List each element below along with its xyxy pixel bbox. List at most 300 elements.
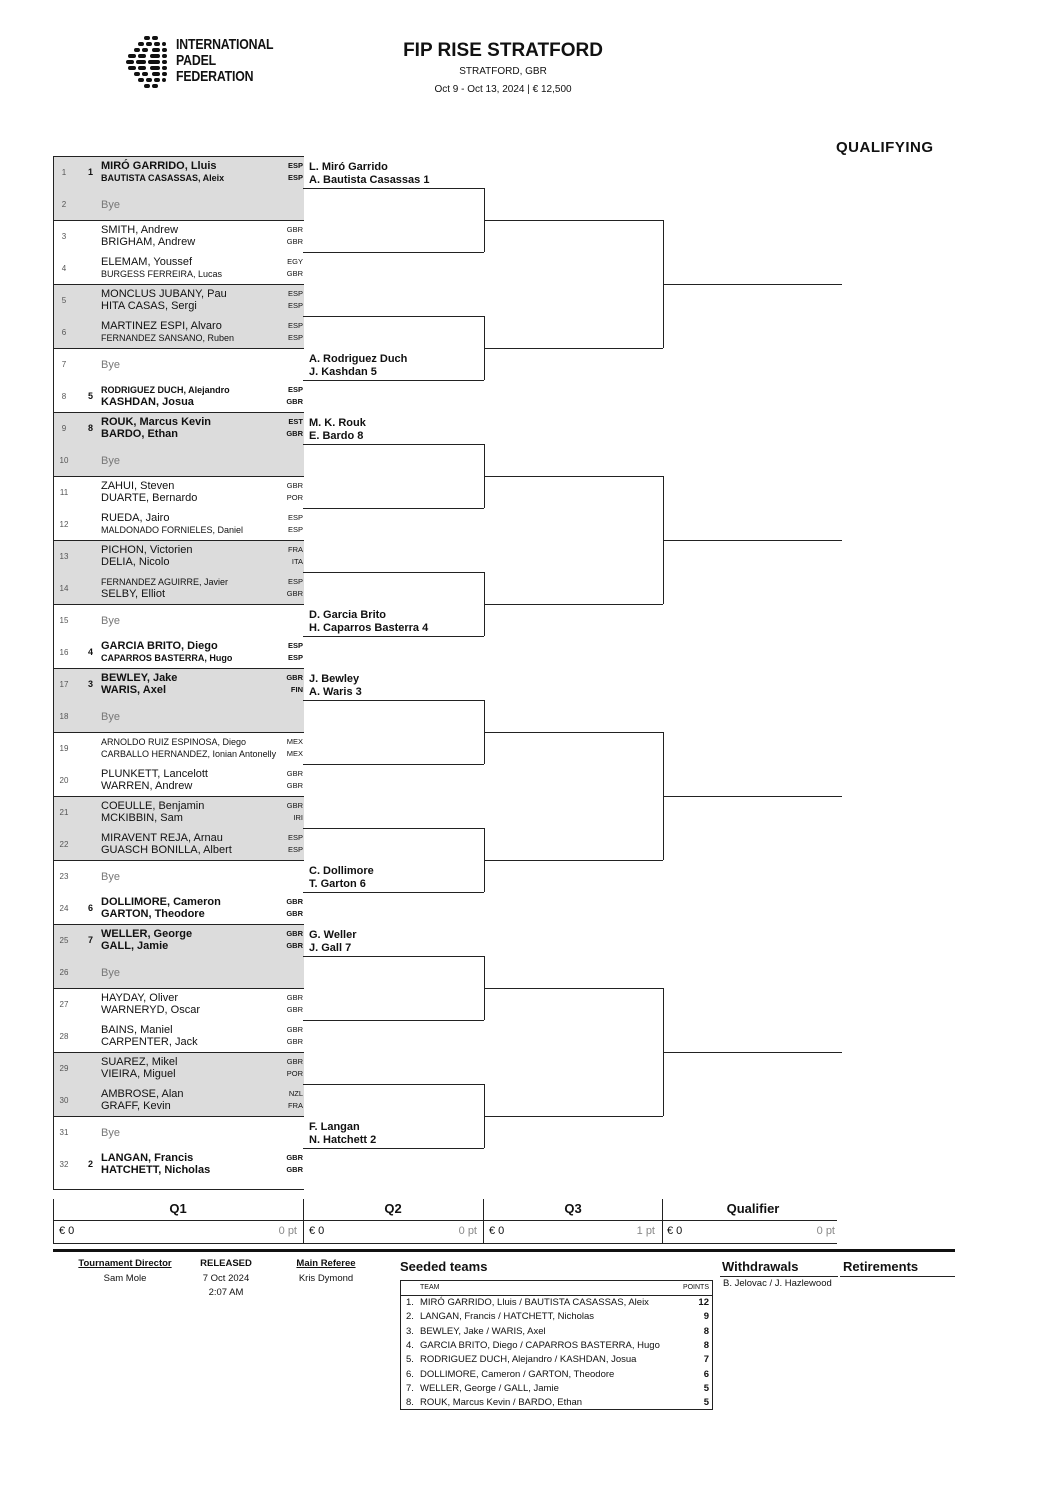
seed-number: 5 xyxy=(88,391,94,401)
referee-label: Main Referee xyxy=(296,1258,356,1269)
seed-rank: 3. xyxy=(406,1325,414,1337)
draw-position: 13 xyxy=(59,552,69,561)
winner-line: M. K. Rouk xyxy=(309,417,366,429)
player-nationality: FRA xyxy=(288,545,303,554)
round-name: Q2 xyxy=(384,1201,402,1216)
draw-entry xyxy=(54,797,304,829)
draw-entry xyxy=(54,253,304,285)
player-name: KASHDAN, Josua xyxy=(101,396,194,408)
q1-winner xyxy=(309,929,356,955)
draw-pair-block xyxy=(54,285,304,349)
draw-pair-block xyxy=(54,157,304,221)
draw-position: 3 xyxy=(61,232,67,241)
bracket-line xyxy=(303,316,484,317)
draw-position: 27 xyxy=(59,1000,69,1009)
round-name: Q3 xyxy=(564,1201,582,1216)
player-nationality: ESP xyxy=(287,641,303,650)
rounds-bar xyxy=(53,1199,837,1243)
round-points: 0 pt xyxy=(816,1225,835,1237)
draw-pair-block xyxy=(54,1117,304,1181)
player-name: DELIA, Nicolo xyxy=(101,556,170,568)
q1-winner xyxy=(309,673,362,699)
seed-rank: 5. xyxy=(406,1354,414,1366)
draw-pair-block xyxy=(54,797,304,861)
player-name: BURGESS FERREIRA, Lucas xyxy=(101,269,223,279)
player-nationality: GBR xyxy=(286,673,303,682)
player-nationality: EGY xyxy=(287,257,303,266)
player-nationality: MEX xyxy=(286,749,303,758)
seed-number: 3 xyxy=(88,679,94,689)
draw-entry xyxy=(54,541,304,573)
player-nationality: ESP xyxy=(287,333,303,342)
bracket-line xyxy=(303,892,484,893)
draw-position: 16 xyxy=(59,648,69,657)
player-name: CARBALLO HERNANDEZ, Ionian Antonelly xyxy=(101,749,277,759)
player-name: MIRÓ GARRIDO, Lluis xyxy=(101,160,217,172)
player-nationality: ESP xyxy=(287,289,303,298)
player-nationality: ESP xyxy=(287,653,303,662)
draw-entry xyxy=(54,925,304,957)
player-name: FERNANDEZ AGUIRRE, Javier xyxy=(101,577,229,587)
player-nationality: ESP xyxy=(287,513,303,522)
player-name: CAPARROS BASTERRA, Hugo xyxy=(101,653,233,663)
winner-line: L. Miró Garrido xyxy=(309,161,388,173)
draw-pair-block xyxy=(54,413,304,477)
bracket-line xyxy=(484,348,663,349)
q1-winner xyxy=(309,353,407,379)
player-nationality: NZL xyxy=(288,1089,303,1098)
bye-label: Bye xyxy=(101,711,120,723)
round-points: 0 pt xyxy=(458,1225,477,1237)
player-nationality: POR xyxy=(286,1069,303,1078)
player-nationality: ITA xyxy=(291,557,303,566)
player-name: HAYDAY, Oliver xyxy=(101,992,179,1004)
draw-pair-block xyxy=(54,861,304,925)
bye-label: Bye xyxy=(101,359,120,371)
player-name: GRAFF, Kevin xyxy=(101,1100,171,1112)
draw-position: 18 xyxy=(59,712,69,721)
winner-line: G. Weller xyxy=(309,929,357,941)
player-name: SUAREZ, Mikel xyxy=(101,1056,178,1068)
draw-entry xyxy=(54,157,304,189)
draw-position: 15 xyxy=(59,616,69,625)
bracket-line xyxy=(484,988,663,989)
divider xyxy=(53,1220,837,1221)
winner-line: J. Bewley xyxy=(309,673,360,685)
player-name: SMITH, Andrew xyxy=(101,224,179,236)
padel-ball-icon xyxy=(124,34,174,94)
winner-line: A. Bautista Casassas 1 xyxy=(309,174,430,186)
seeded-title: Seeded teams xyxy=(400,1259,488,1274)
withdrawals-title: Withdrawals xyxy=(722,1259,799,1274)
director-label: Tournament Director xyxy=(78,1258,172,1269)
player-name: SELBY, Elliot xyxy=(101,588,166,600)
seed-number: 6 xyxy=(88,903,94,913)
draw-position: 22 xyxy=(59,840,69,849)
logo-line: FEDERATION xyxy=(176,68,254,85)
divider xyxy=(53,1249,955,1252)
player-name: MARTINEZ ESPI, Alvaro xyxy=(101,320,222,332)
logo-text xyxy=(176,37,273,85)
draw-position: 25 xyxy=(59,936,69,945)
round-prize: € 0 xyxy=(667,1225,683,1237)
q1-winner xyxy=(309,865,374,891)
draw-pair-block xyxy=(54,541,304,605)
draw-position: 32 xyxy=(59,1160,69,1169)
player-nationality: GBR xyxy=(286,769,303,778)
draw-entry xyxy=(54,701,304,733)
seed-points: 7 xyxy=(703,1354,709,1366)
winner-line: T. Garton 6 xyxy=(309,878,366,890)
player-nationality: ESP xyxy=(287,301,303,310)
seed-team: ROUK, Marcus Kevin / BARDO, Ethan xyxy=(420,1397,583,1409)
player-name: DUARTE, Bernardo xyxy=(101,492,198,504)
draw-position: 12 xyxy=(59,520,69,529)
player-name: BAINS, Maniel xyxy=(101,1024,173,1036)
player-name: ELEMAM, Youssef xyxy=(101,256,193,268)
retirements-title: Retirements xyxy=(843,1259,919,1274)
bracket-line xyxy=(303,700,484,701)
withdrawals-list: B. Jelovac / J. Hazlewood xyxy=(723,1278,832,1289)
draw-entry xyxy=(54,669,304,701)
bracket-line xyxy=(303,508,484,509)
draw-pair-block xyxy=(54,1053,304,1117)
player-nationality: MEX xyxy=(286,737,303,746)
draw-position: 21 xyxy=(59,808,69,817)
draw-entry xyxy=(54,445,304,477)
player-nationality: GBR xyxy=(286,1057,303,1066)
player-name: MALDONADO FORNIELES, Daniel xyxy=(101,525,244,535)
draw-pair-block xyxy=(54,669,304,733)
player-nationality: IRI xyxy=(293,813,303,822)
seed-team: DOLLIMORE, Cameron / GARTON, Theodore xyxy=(420,1368,615,1380)
player-nationality: ESP xyxy=(287,525,303,534)
bracket-line xyxy=(303,828,484,829)
player-name: DOLLIMORE, Cameron xyxy=(101,896,221,908)
divider xyxy=(53,1243,837,1244)
divider xyxy=(840,1276,955,1277)
winner-line: E. Bardo 8 xyxy=(309,430,364,442)
player-nationality: GBR xyxy=(286,897,303,906)
winner-line: F. Langan xyxy=(309,1121,360,1133)
player-name: WARREN, Andrew xyxy=(101,780,193,792)
round-prize: € 0 xyxy=(489,1225,505,1237)
player-nationality: GBR xyxy=(286,429,303,438)
bracket-line xyxy=(303,188,484,189)
player-nationality: EST xyxy=(288,417,303,426)
draw-pair-block xyxy=(54,989,304,1053)
seed-points: 12 xyxy=(698,1297,709,1308)
player-name: HATCHETT, Nicholas xyxy=(101,1164,211,1176)
bracket-line xyxy=(303,380,484,381)
player-nationality: ESP xyxy=(287,833,303,842)
player-name: GARTON, Theodore xyxy=(101,908,205,920)
player-name: ROUK, Marcus Kevin xyxy=(101,416,212,428)
released-date: 7 Oct 2024 xyxy=(202,1273,250,1284)
bracket-line xyxy=(484,732,663,733)
seeded-row xyxy=(401,1369,712,1383)
player-nationality: GBR xyxy=(286,237,303,246)
seeded-col-points: POINTS xyxy=(682,1284,709,1291)
seeded-row xyxy=(401,1383,712,1397)
seed-points: 6 xyxy=(703,1368,709,1380)
player-name: MONCLUS JUBANY, Pau xyxy=(101,288,227,300)
player-nationality: GBR xyxy=(286,269,303,278)
seed-points: 8 xyxy=(703,1325,709,1337)
round-divider xyxy=(303,1199,304,1243)
draw-position: 5 xyxy=(61,296,67,305)
draw-pair-block xyxy=(54,925,304,989)
seed-number: 2 xyxy=(88,1159,94,1169)
tournament-title: FIP RISE STRATFORD xyxy=(403,40,603,61)
draw-pair-block xyxy=(54,605,304,669)
draw-position: 28 xyxy=(59,1032,69,1041)
released-time: 2:07 AM xyxy=(208,1287,244,1298)
seeded-row xyxy=(401,1354,712,1368)
draw-entry xyxy=(54,989,304,1021)
draw-entry xyxy=(54,637,304,669)
bracket-line xyxy=(663,1052,842,1053)
bracket-line xyxy=(484,860,663,861)
bracket-line xyxy=(484,604,663,605)
released-label: RELEASED xyxy=(200,1258,252,1269)
round-divider xyxy=(483,1199,484,1243)
logo-line: INTERNATIONAL xyxy=(176,36,274,53)
draw-entry xyxy=(54,381,304,413)
tournament-dates: Oct 9 - Oct 13, 2024 | € 12,500 xyxy=(434,84,572,95)
player-nationality: GBR xyxy=(286,941,303,950)
draw-position: 6 xyxy=(61,328,67,337)
player-name: AMBROSE, Alan xyxy=(101,1088,184,1100)
q1-winner xyxy=(309,417,366,443)
player-name: ARNOLDO RUIZ ESPINOSA, Diego xyxy=(101,737,247,747)
bracket-line xyxy=(303,956,484,957)
player-nationality: GBR xyxy=(286,781,303,790)
seed-rank: 1. xyxy=(406,1297,414,1308)
player-name: GALL, Jamie xyxy=(101,940,169,952)
draw-entry xyxy=(54,477,304,509)
player-nationality: ESP xyxy=(287,577,303,586)
draw-position: 9 xyxy=(61,424,67,433)
player-nationality: GBR xyxy=(286,1153,303,1162)
seed-points: 9 xyxy=(703,1311,709,1323)
player-nationality: FRA xyxy=(288,1101,303,1110)
player-nationality: GBR xyxy=(286,225,303,234)
bracket-line xyxy=(303,252,484,253)
bracket-line xyxy=(663,796,842,797)
draw-position: 8 xyxy=(61,392,67,401)
bracket-line xyxy=(303,636,484,637)
seed-team: LANGAN, Francis / HATCHETT, Nicholas xyxy=(420,1311,595,1323)
round-points: 0 pt xyxy=(278,1225,297,1237)
player-name: BAUTISTA CASASSAS, Aleix xyxy=(101,173,225,183)
winner-line: C. Dollimore xyxy=(309,865,374,877)
seed-rank: 7. xyxy=(406,1382,414,1394)
player-name: BEWLEY, Jake xyxy=(101,672,178,684)
player-name: COEULLE, Benjamin xyxy=(101,800,205,812)
bracket-line xyxy=(484,476,663,477)
seed-team: GARCIA BRITO, Diego / CAPARROS BASTERRA, Hugo xyxy=(420,1339,660,1351)
draw-position: 11 xyxy=(59,488,69,497)
player-name: BRIGHAM, Andrew xyxy=(101,236,196,248)
player-name: WELLER, George xyxy=(101,928,193,940)
draw-entry xyxy=(54,349,304,381)
player-name: MCKIBBIN, Sam xyxy=(101,812,183,824)
seed-team: WELLER, George / GALL, Jamie xyxy=(420,1382,559,1394)
seed-team: BEWLEY, Jake / WARIS, Axel xyxy=(420,1325,546,1337)
bye-label: Bye xyxy=(101,871,120,883)
bracket-line xyxy=(303,572,484,573)
player-nationality: GBR xyxy=(286,1005,303,1014)
seed-rank: 2. xyxy=(406,1311,414,1323)
draw-entry xyxy=(54,829,304,861)
player-name: GUASCH BONILLA, Albert xyxy=(101,844,232,856)
winner-line: J. Gall 7 xyxy=(309,942,352,954)
player-nationality: ESP xyxy=(287,173,303,182)
player-name: BARDO, Ethan xyxy=(101,428,178,440)
player-nationality: GBR xyxy=(286,481,303,490)
player-nationality: GBR xyxy=(286,909,303,918)
bracket-line xyxy=(303,1084,484,1085)
draw-entry xyxy=(54,861,304,893)
winner-line: A. Rodriguez Duch xyxy=(309,353,408,365)
seed-team: MIRÓ GARRIDO, Lluis / BAUTISTA CASASSAS, Aleix xyxy=(420,1297,649,1308)
bracket-line xyxy=(303,1148,484,1149)
player-name: GARCIA BRITO, Diego xyxy=(101,640,218,652)
draw-position: 2 xyxy=(61,200,67,209)
fip-logo xyxy=(124,34,284,94)
draw-position: 19 xyxy=(59,744,69,753)
seeded-row xyxy=(401,1397,712,1411)
draw-entry xyxy=(54,317,304,349)
player-nationality: ESP xyxy=(287,321,303,330)
draw-pair-block xyxy=(54,733,304,797)
round-prize: € 0 xyxy=(309,1225,325,1237)
player-nationality: GBR xyxy=(286,801,303,810)
seed-rank: 4. xyxy=(406,1339,414,1351)
seed-number: 7 xyxy=(88,935,94,945)
player-nationality: GBR xyxy=(286,1025,303,1034)
draw-entry xyxy=(54,189,304,221)
seed-number: 1 xyxy=(88,167,94,177)
round-divider xyxy=(662,1199,663,1243)
winner-line: N. Hatchett 2 xyxy=(309,1134,377,1146)
winner-line: J. Kashdan 5 xyxy=(309,366,377,378)
seeded-row xyxy=(401,1340,712,1354)
seed-points: 5 xyxy=(703,1382,709,1394)
q1-winner xyxy=(309,161,429,187)
divider xyxy=(401,1295,712,1296)
draw-position: 23 xyxy=(59,872,69,881)
draw-table xyxy=(53,156,304,1190)
seeded-row xyxy=(401,1326,712,1340)
player-nationality: GBR xyxy=(286,1165,303,1174)
player-name: ZAHUI, Steven xyxy=(101,480,175,492)
player-name: FERNANDEZ SANSANO, Ruben xyxy=(101,333,235,343)
draw-entry xyxy=(54,1149,304,1181)
draw-position: 17 xyxy=(59,680,69,689)
player-nationality: GBR xyxy=(286,993,303,1002)
draw-entry xyxy=(54,893,304,925)
draw-position: 26 xyxy=(59,968,69,977)
draw-entry xyxy=(54,733,304,765)
round-prize: € 0 xyxy=(59,1225,75,1237)
tournament-location: STRATFORD, GBR xyxy=(459,66,547,77)
seed-rank: 6. xyxy=(406,1368,414,1380)
draw-entry xyxy=(54,1117,304,1149)
player-name: MIRAVENT REJA, Arnau xyxy=(101,832,223,844)
bye-label: Bye xyxy=(101,199,120,211)
winner-line: A. Waris 3 xyxy=(309,686,362,698)
referee-name: Kris Dymond xyxy=(298,1273,354,1284)
draw-entry xyxy=(54,573,304,605)
seed-points: 5 xyxy=(703,1397,709,1409)
bracket-line xyxy=(303,764,484,765)
round-divider xyxy=(53,1199,54,1243)
seeded-table xyxy=(400,1280,713,1410)
draw-entry xyxy=(54,285,304,317)
player-nationality: POR xyxy=(286,493,303,502)
director-name: Sam Mole xyxy=(103,1273,147,1284)
seed-rank: 8. xyxy=(406,1397,414,1409)
draw-position: 14 xyxy=(59,584,69,593)
logo-line: PADEL xyxy=(176,52,216,69)
draw-entry xyxy=(54,413,304,445)
player-name: PICHON, Victorien xyxy=(101,544,193,556)
player-name: WARIS, Axel xyxy=(101,684,166,696)
divider xyxy=(720,1276,838,1277)
draw-position: 4 xyxy=(61,264,67,273)
draw-position: 1 xyxy=(61,168,67,177)
seed-number: 4 xyxy=(88,647,94,657)
draw-position: 20 xyxy=(59,776,69,785)
draw-pair-block xyxy=(54,349,304,413)
draw-pair-block xyxy=(54,477,304,541)
seed-number: 8 xyxy=(88,423,94,433)
draw-entry xyxy=(54,1085,304,1117)
section-title: QUALIFYING xyxy=(836,139,934,156)
winner-line: D. Garcia Brito xyxy=(309,609,387,621)
player-nationality: GBR xyxy=(286,1037,303,1046)
winner-line: H. Caparros Basterra 4 xyxy=(309,622,429,634)
player-nationality: ESP xyxy=(287,161,303,170)
bracket-line xyxy=(303,444,484,445)
draw-position: 30 xyxy=(59,1096,69,1105)
player-nationality: ESP xyxy=(287,845,303,854)
draw-entry xyxy=(54,605,304,637)
seeded-row xyxy=(401,1311,712,1325)
bye-label: Bye xyxy=(101,615,120,627)
bracket-line xyxy=(303,1020,484,1021)
draw-position: 24 xyxy=(59,904,69,913)
player-name: LANGAN, Francis xyxy=(101,1152,194,1164)
seed-points: 8 xyxy=(703,1339,709,1351)
seed-team: RODRIGUEZ DUCH, Alejandro / KASHDAN, Josua xyxy=(420,1354,637,1366)
draw-entry xyxy=(54,1053,304,1085)
draw-entry xyxy=(54,957,304,989)
draw-position: 10 xyxy=(59,456,69,465)
bracket-line xyxy=(484,1116,663,1117)
round-points: 1 pt xyxy=(636,1225,655,1237)
bye-label: Bye xyxy=(101,967,120,979)
draw-position: 29 xyxy=(59,1064,69,1073)
bye-label: Bye xyxy=(101,455,120,467)
player-name: RODRIGUEZ DUCH, Alejandro xyxy=(101,385,230,395)
round-name: Q1 xyxy=(169,1201,187,1216)
player-name: CARPENTER, Jack xyxy=(101,1036,198,1048)
seeded-row xyxy=(401,1297,712,1311)
draw-position: 7 xyxy=(61,360,67,369)
